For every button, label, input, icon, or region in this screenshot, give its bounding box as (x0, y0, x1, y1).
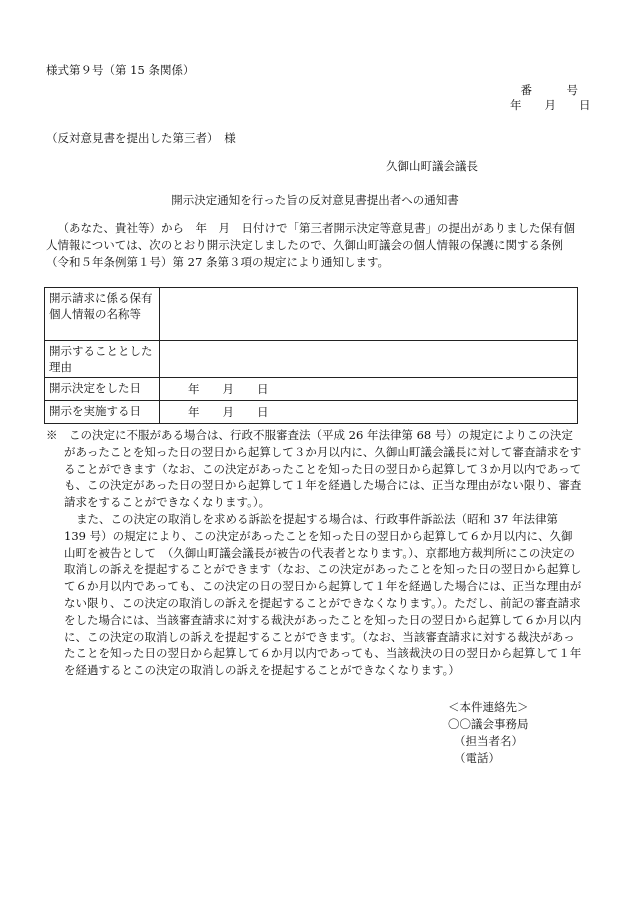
table-row (45, 341, 578, 378)
notes-section (46, 427, 582, 679)
document-number-label: 番 号 (520, 83, 578, 97)
contact-person: （担当者名） (454, 734, 523, 748)
table-cell-label: 開示することとした理由 (45, 341, 160, 378)
intro-text: （あなた、貴社等）から 年 月 日付けで「第三者開示決定等意見書」の提出がありました保有個人情報については、次のとおり開示決定しましたので、久御山町議会の個人情報の保護に関する条例（令和５年条例第１号）第 27 条第３項の規定により通知します。 (46, 221, 575, 269)
contact-heading: ＜本件連絡先＞ (448, 700, 529, 714)
disclosure-info-table (44, 287, 578, 424)
form-number: 様式第９号（第 15 条関係） (46, 63, 195, 77)
intro-paragraph (46, 220, 586, 271)
note-administrative-appeal: ※ この決定に不服がある場合は、行政不服審査法（平成 26 年法律第 68 号）の規定によりこの決定があったことを知った日の翌日から起算して３か月以内に、久御山町議会議長に対して審査請求をすることができます（なお、この決定があったことを知った日の翌日から起算して３か月以内であっても、この決定があった日の翌日から起算して１年を経過した場合には、正当な理由がない限り、審査請求をすることができなくなります。）。 (46, 428, 582, 510)
table-row (45, 378, 578, 401)
table-cell-value (160, 288, 578, 341)
table-cell-label: 開示決定をした日 (45, 378, 160, 401)
note-lawsuit: また、この決定の取消しを求める訴訟を提起する場合は、行政事件訴訟法（昭和 37 年法律第 139 号）の規定により、この決定があったことを知った日の翌日から起算して６か月以内に、久御山町を被告として （久御山町議会議長が被告の代表者となります。）、京都地方裁判所にこの決定の取消しの訴えを提起することができます（なお、この決定があったことを知った日の翌日から起算して６か月以内であっても、この決定の日の翌日から起算して１年を経過した場合には、正当な理由がない限り、この決定の取消しの訴えを提起することができなくなります。）。ただし、前記の審査請求をした場合には、当該審査請求に対する裁決があったことを知った日の翌日から起算して６か月以内に、この決定の取消しの訴えを提起することができます。（なお、当該審査請求に対する裁決があったことを知った日の翌日から起算して６か月以内であっても、当該裁決の日の翌日から起算して１年を経過するとこの決定の取消しの訴えを提起することができなくなります。） (64, 511, 582, 678)
contact-office: 〇〇議会事務局 (448, 717, 529, 731)
issuer-name: 久御山町議会議長 (386, 159, 478, 173)
table-cell-label: 開示を実施する日 (45, 401, 160, 424)
table-row (45, 288, 578, 341)
document-title: 開示決定通知を行った旨の反対意見書提出者への通知書 (171, 193, 459, 207)
contact-phone: （電話） (454, 751, 500, 765)
table-cell-value: 年 月 日 (160, 401, 578, 424)
table-cell-value: 年 月 日 (160, 378, 578, 401)
table-row (45, 401, 578, 424)
table-cell-label: 開示請求に係る保有個人情報の名称等 (45, 288, 160, 341)
document-date-label: 年 月 日 (510, 98, 591, 112)
contact-block (448, 699, 529, 767)
table-cell-value (160, 341, 578, 378)
addressee: （反対意見書を提出した第三者） 様 (46, 131, 236, 145)
